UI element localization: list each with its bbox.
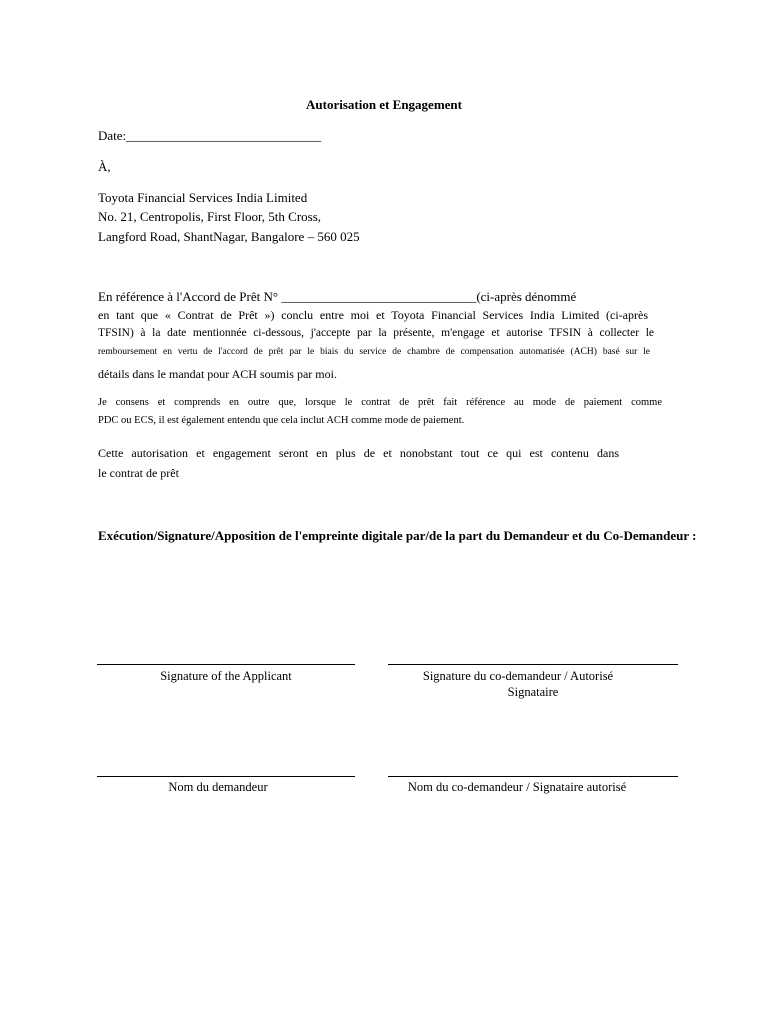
loan-ref-suffix: (ci-après dénommé: [476, 289, 577, 304]
paragraph2-line1: Je consens et comprends en outre que, lorsque le contrat de prêt fait référence au mode de paiement comme: [98, 397, 662, 408]
applicant-name-label: Nom du demandeur: [168, 780, 268, 794]
salutation: À,: [98, 159, 111, 174]
execution-heading: Exécution/Signature/Apposition de l'empreinte digitale par/de la part du Demandeur et du Co-Demandeur :: [98, 528, 697, 543]
date-blank: ______________________________: [126, 128, 322, 143]
applicant-name-line: [97, 776, 355, 777]
coapplicant-signature-label-line1: Signature du co-demandeur / Autorisé: [422, 669, 614, 683]
loan-number-blank: ______________________________: [281, 289, 477, 304]
paragraph1-line4: remboursement en vertu de l'accord de prêt par le biais du service de chambre de compensation automatisée (ACH) basé sur le: [98, 347, 650, 357]
paragraph1-line2: en tant que « Contrat de Prêt ») conclu entre moi et Toyota Financial Services India Limited (ci-après: [98, 308, 648, 322]
paragraph1-line5: détails dans le mandat pour ACH soumis par moi.: [98, 367, 337, 381]
paragraph3-line1: Cette autorisation et engagement seront en plus de et nonobstant tout ce qui est contenu dans: [98, 446, 619, 460]
address-line-1: Toyota Financial Services India Limited: [98, 190, 308, 205]
applicant-signature-label: Signature of the Applicant: [160, 669, 292, 683]
coapplicant-name-label: Nom du co-demandeur / Signataire autorisé: [407, 780, 627, 794]
address-line-3: Langford Road, ShantNagar, Bangalore – 560 025: [98, 229, 360, 244]
address-line-2: No. 21, Centropolis, First Floor, 5th Cross,: [98, 209, 322, 224]
document-title: Autorisation et Engagement: [306, 97, 462, 112]
applicant-signature-line: [97, 664, 355, 665]
paragraph2-line2: PDC ou ECS, il est également entendu que cela inclut ACH comme mode de paiement.: [98, 415, 465, 426]
paragraph3-line2: le contrat de prêt: [98, 466, 179, 480]
date-label: Date:: [98, 128, 127, 143]
paragraph1-line1: [98, 289, 576, 305]
coapplicant-signature-label: [388, 668, 648, 700]
paragraph1-line3: TFSIN) à la date mentionnée ci-dessous, j'accepte par la présente, m'engage et autorise TFSIN à collecter le: [98, 327, 654, 339]
coapplicant-signature-label-line2: Signataire: [507, 685, 559, 699]
loan-ref-text: En référence à l'Accord de Prêt N°: [98, 289, 279, 304]
date-field: [98, 128, 321, 144]
coapplicant-signature-line: [388, 664, 678, 665]
coapplicant-name-line: [388, 776, 678, 777]
